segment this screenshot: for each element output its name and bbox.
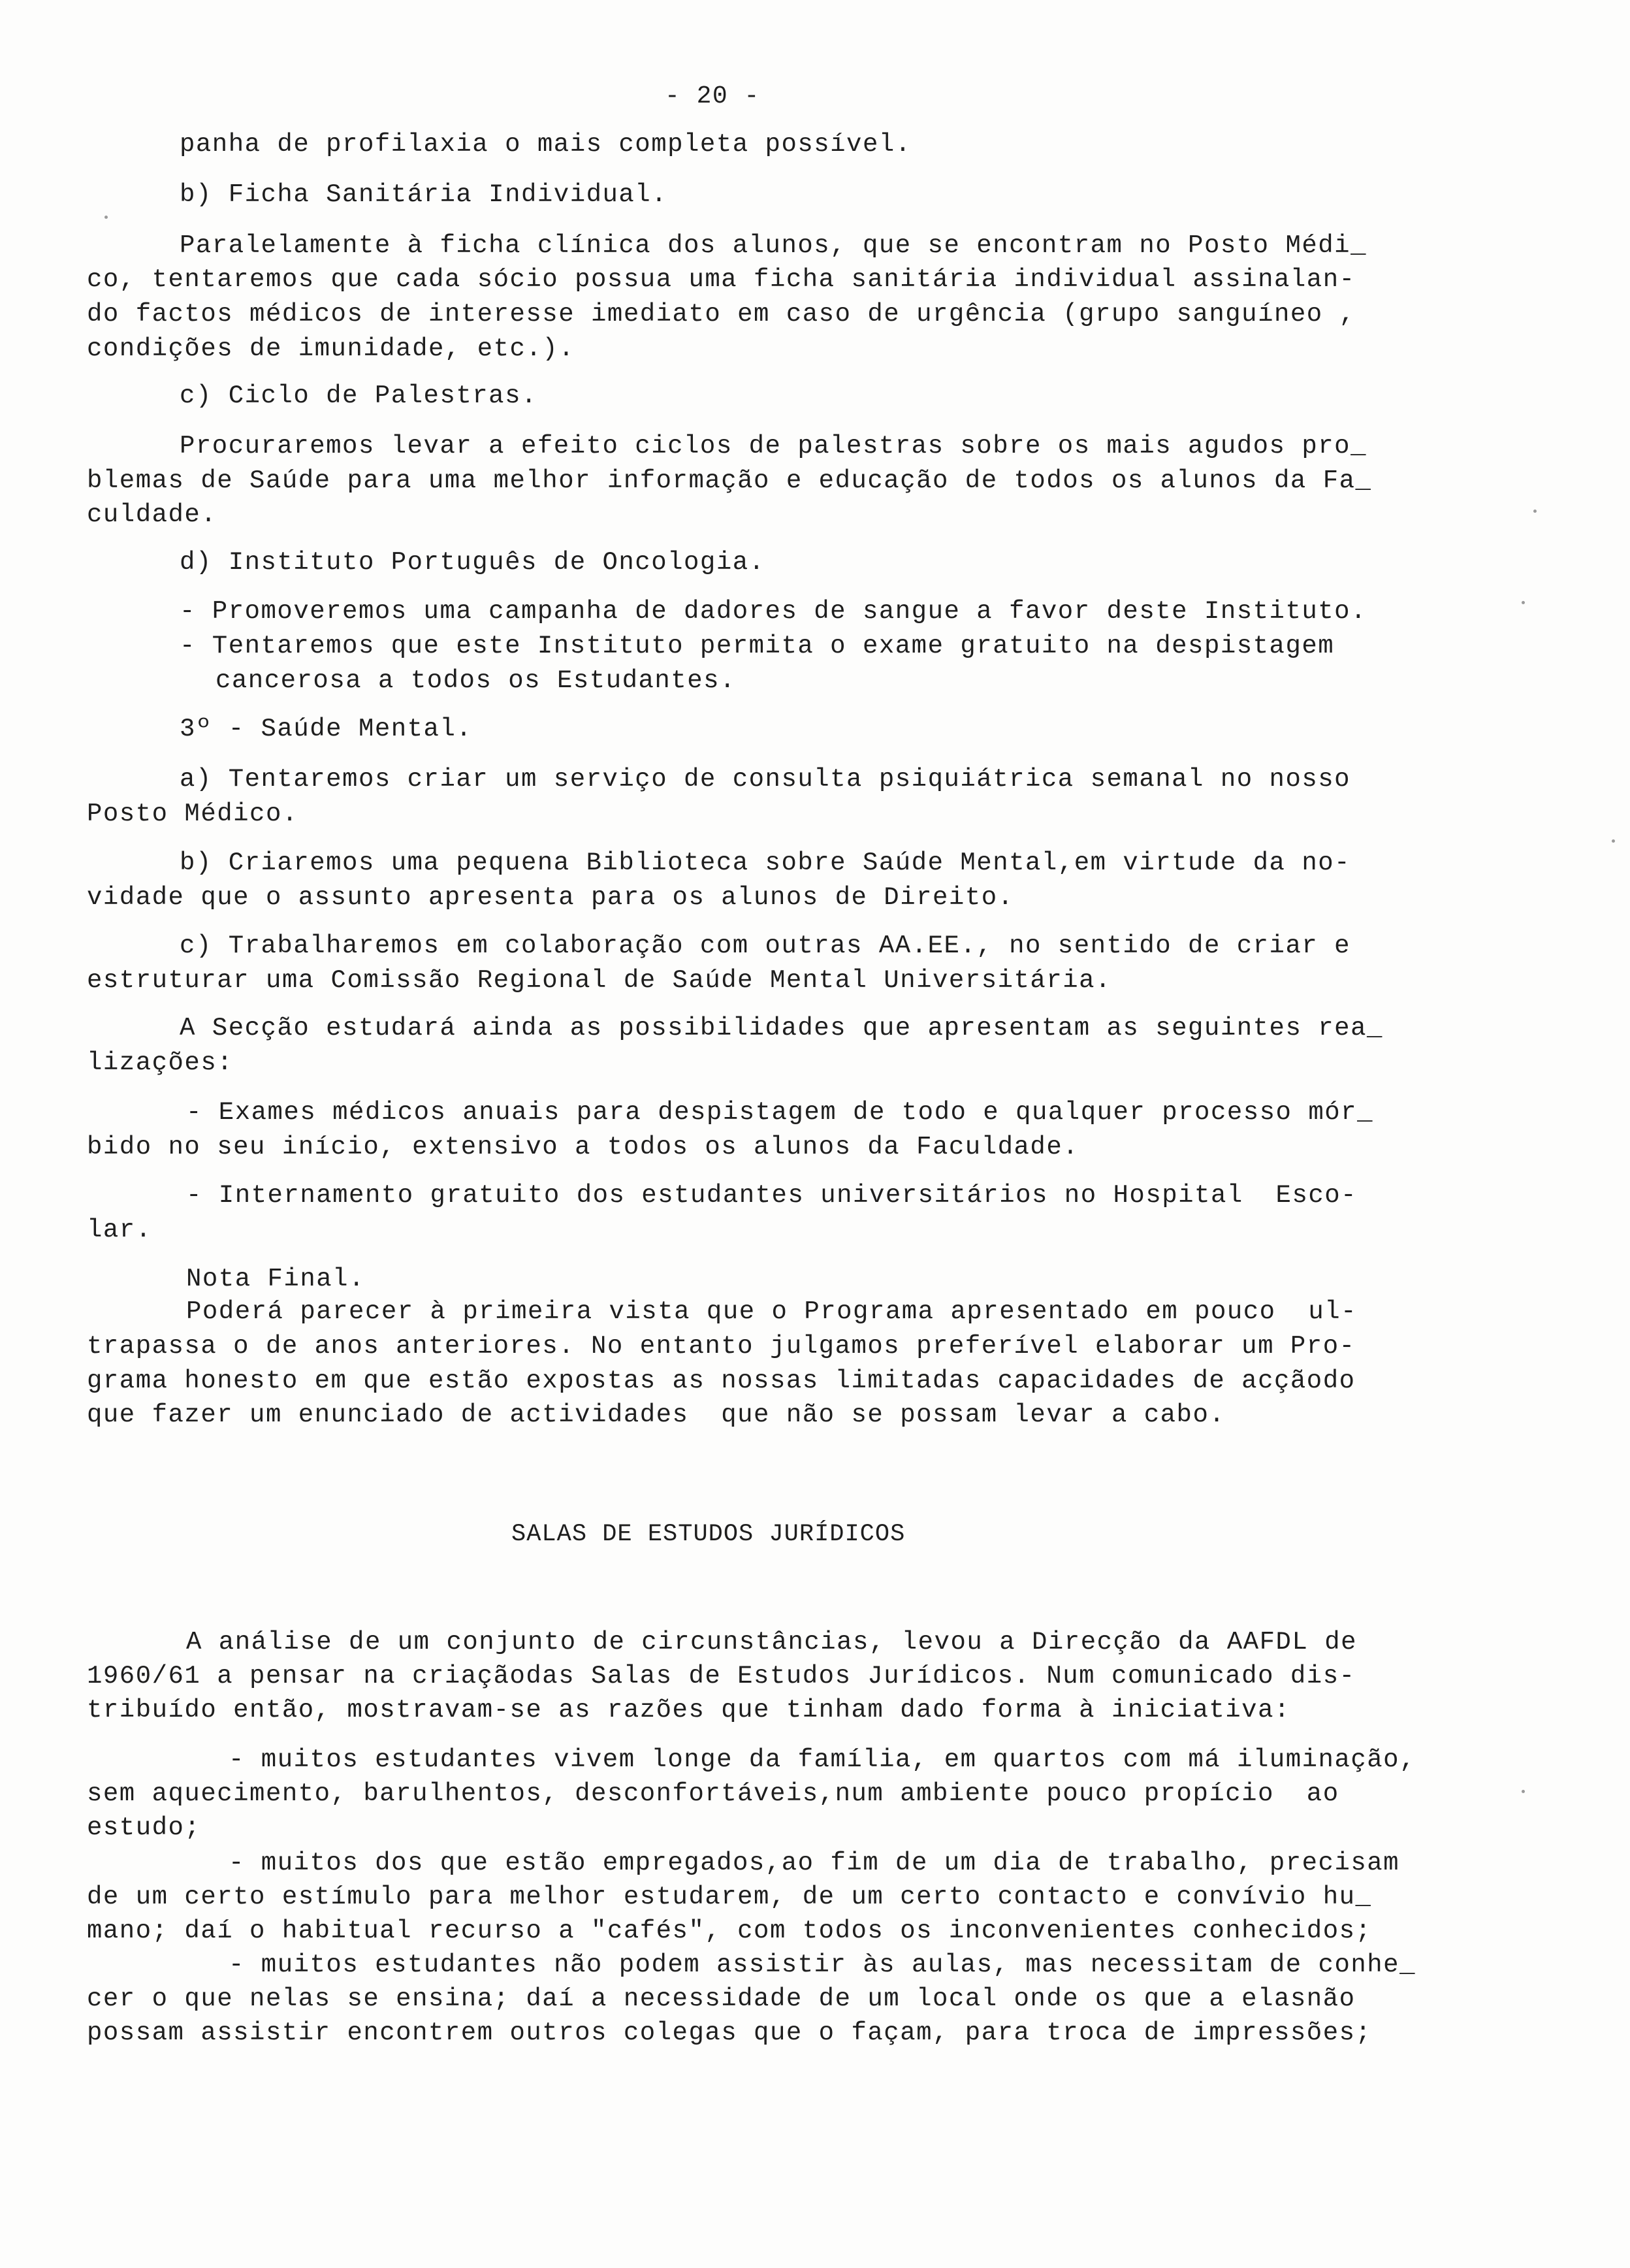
scan-speck (104, 216, 108, 219)
scan-speck (1522, 601, 1525, 604)
text-line: estruturar uma Comissão Regional de Saúde Mental Universitária. (87, 966, 1111, 995)
text-line: tribuído então, mostravam-se as razões que tinham dado forma à iniciativa: (87, 1696, 1290, 1725)
text-line: que fazer um enunciado de actividades que não se possam levar a cabo. (87, 1401, 1226, 1429)
scan-speck (1522, 1790, 1525, 1793)
section-title: SALAS DE ESTUDOS JURÍDICOS (511, 1521, 906, 1548)
text-line: vidade que o assunto apresenta para os alunos de Direito. (87, 883, 1014, 912)
text-line: b) Criaremos uma pequena Biblioteca sobre Saúde Mental,em virtude da no- (180, 849, 1351, 877)
section-heading: 3º - Saúde Mental. (180, 715, 473, 743)
subsection-heading: c) Ciclo de Palestras. (180, 381, 537, 410)
text-line: Poderá parecer à primeira vista que o Programa apresentado em pouco ul- (186, 1297, 1358, 1326)
list-item: - Exames médicos anuais para despistagem de todo e qualquer processo mór_ (186, 1098, 1373, 1127)
text-line: Posto Médico. (87, 800, 298, 828)
text-line: 1960/61 a pensar na criaçãodas Salas de Estudos Jurídicos. Num comunicado dis- (87, 1662, 1356, 1691)
scan-speck (1533, 510, 1537, 513)
text-line: grama honesto em que estão expostas as nossas limitadas capacidades de acçãodo (87, 1367, 1356, 1395)
subsection-heading: b) Ficha Sanitária Individual. (180, 180, 668, 209)
text-line: panha de profilaxia o mais completa possível. (180, 130, 912, 159)
scan-speck (1612, 839, 1615, 843)
text-line: lizações: (87, 1048, 234, 1077)
text-line: possam assistir encontrem outros colegas que o façam, para troca de impressões; (87, 2018, 1372, 2047)
text-line: lar. (87, 1216, 152, 1244)
text-line: Paralelamente à ficha clínica dos alunos, que se encontram no Posto Médi_ (180, 231, 1367, 260)
list-item: - Tentaremos que este Instituto permita o exame gratuito na despistagem (180, 632, 1335, 660)
list-item: - muitos dos que estão empregados,ao fim de um dia de trabalho, precisam (229, 1849, 1400, 1877)
text-line: bido no seu início, extensivo a todos os alunos da Faculdade. (87, 1133, 1079, 1161)
text-line: condições de imunidade, etc.). (87, 334, 575, 363)
text-line: blemas de Saúde para uma melhor informação e educação de todos os alunos da Fa_ (87, 466, 1372, 495)
text-line: Procuraremos levar a efeito ciclos de palestras sobre os mais agudos pro_ (180, 432, 1367, 461)
text-line: de um certo estímulo para melhor estudarem, de um certo contacto e convívio hu_ (87, 1883, 1372, 1911)
text-line: co, tentaremos que cada sócio possua uma ficha sanitária individual assinalan- (87, 265, 1356, 294)
text-line: c) Trabalharemos em colaboração com outras AA.EE., no sentido de criar e (180, 932, 1351, 960)
text-line: estudo; (87, 1813, 201, 1842)
text-line: a) Tentaremos criar um serviço de consulta psiquiátrica semanal no nosso (180, 765, 1351, 794)
text-line: do factos médicos de interesse imediato em caso de urgência (grupo sanguíneo , (87, 300, 1356, 329)
subsection-heading: Nota Final. (186, 1265, 365, 1293)
list-item: - Internamento gratuito dos estudantes universitários no Hospital Esco- (186, 1181, 1358, 1210)
text-line: sem aquecimento, barulhentos, desconfortáveis,num ambiente pouco propício ao (87, 1779, 1339, 1808)
text-line: culdade. (87, 500, 217, 529)
page-number: - 20 - (665, 82, 760, 110)
list-item: - muitos estudantes não podem assistir às aulas, mas necessitam de conhe_ (229, 1951, 1416, 1979)
text-line: trapassa o de anos anteriores. No entanto julgamos preferível elaborar um Pro- (87, 1332, 1356, 1361)
text-line: A Secção estudará ainda as possibilidades que apresentam as seguintes rea_ (180, 1014, 1383, 1043)
text-line: mano; daí o habitual recurso a "cafés", com todos os inconvenientes conhecidos; (87, 1917, 1372, 1945)
text-line: A análise de um conjunto de circunstâncias, levou a Direcção da AAFDL de (186, 1628, 1358, 1657)
list-item: - Promoveremos uma campanha de dadores de sangue a favor deste Instituto. (180, 597, 1367, 626)
text-line: cer o que nelas se ensina; daí a necessidade de um local onde os que a elasnão (87, 1984, 1356, 2013)
subsection-heading: d) Instituto Português de Oncologia. (180, 548, 765, 577)
list-item: - muitos estudantes vivem longe da família, em quartos com má iluminação, (229, 1745, 1416, 1774)
text-line: cancerosa a todos os Estudantes. (216, 666, 736, 695)
